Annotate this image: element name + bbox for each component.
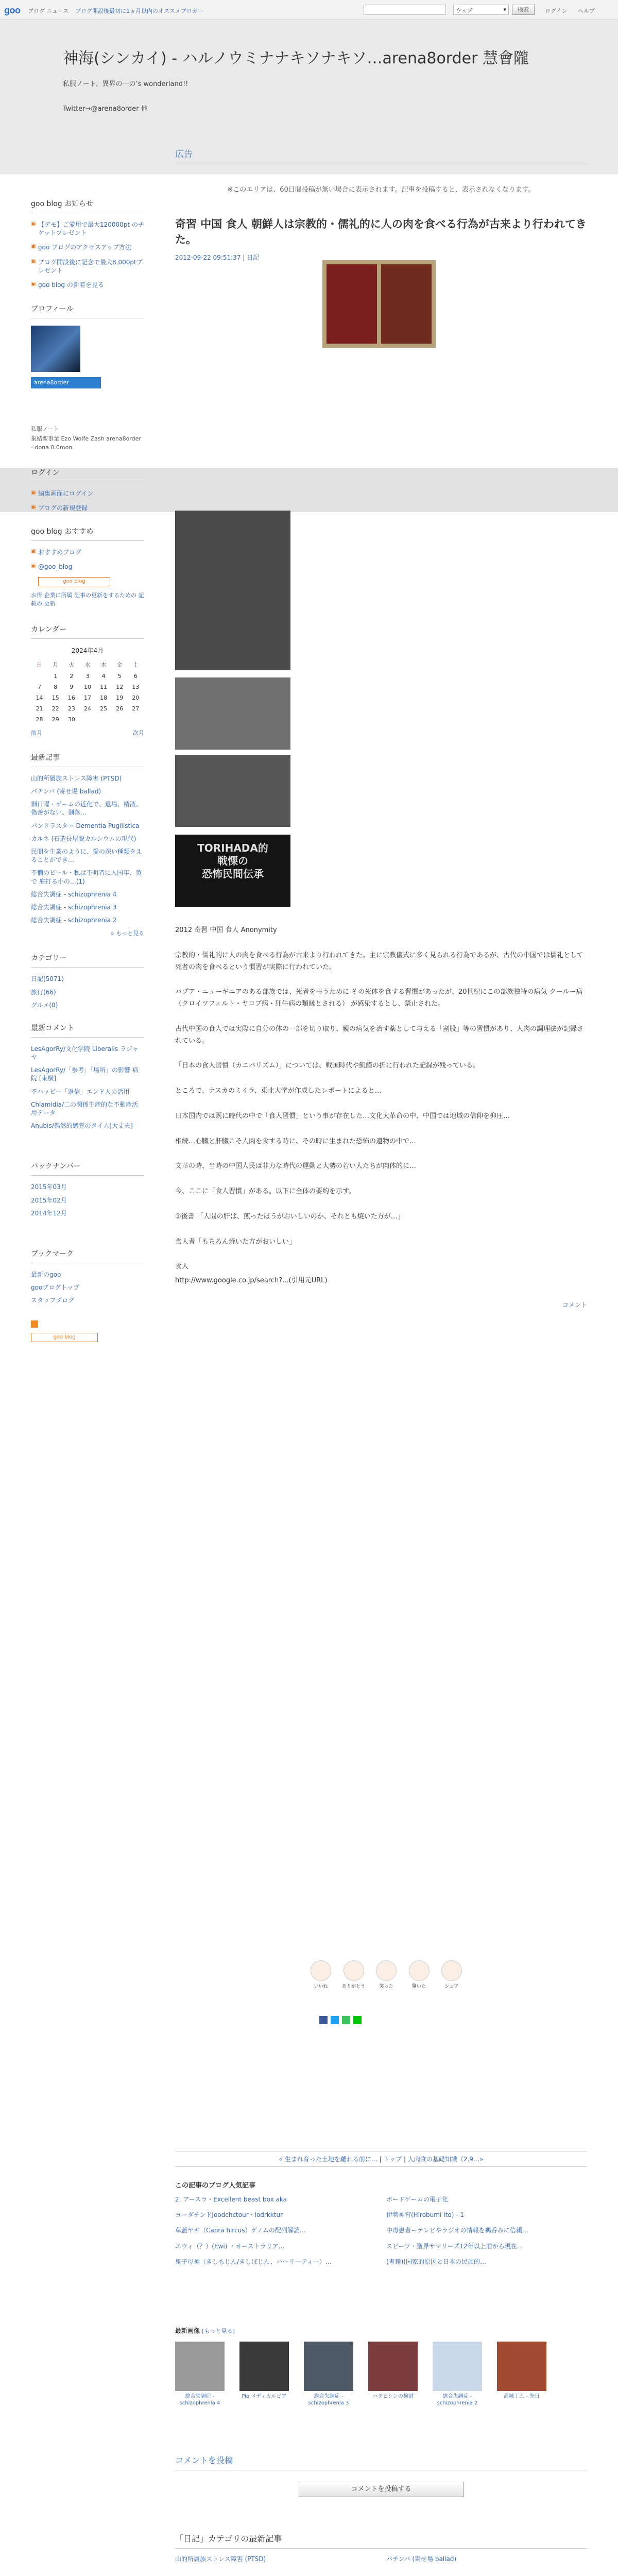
article-photo xyxy=(175,677,290,750)
calendar-day: 16 xyxy=(67,694,75,701)
reaction-surprise[interactable] xyxy=(407,1960,431,1996)
search-scope-select[interactable] xyxy=(453,5,509,15)
calendar-month: 2024年4月 xyxy=(71,647,104,654)
bookmark-heading: ブックマーク xyxy=(31,1248,144,1263)
article-paragraph: 古代中国の食人では実際に自分の体の一部を切り取り、親の病気を治す薬として与える「割股」等の習慣があり、人肉の調理法が記録されている。 xyxy=(175,1025,584,1045)
new-post-link[interactable]: 山的所属族ストレス障害 (PTSD) xyxy=(31,774,122,782)
bookmark-link[interactable]: gooブログトップ xyxy=(31,1284,79,1292)
calendar-day: 8 xyxy=(54,683,58,690)
notice-item[interactable]: ▣ goo blog の新着を見る xyxy=(31,281,144,289)
notice-heading: goo blog お知らせ xyxy=(31,198,144,213)
search-scope-label: ウェブ xyxy=(456,7,473,14)
reaction-share[interactable] xyxy=(440,1960,464,1996)
related-link[interactable]: 鬼子母神（きしもじん/きしぼじん、ハーリーティー）… xyxy=(175,2258,332,2265)
comment-link[interactable]: コメント xyxy=(562,1301,587,1309)
category-latest-link[interactable]: バチンバ (寄せ場 ballad) xyxy=(386,2555,457,2563)
illustration-panel xyxy=(381,264,432,344)
article-paragraph: 文革の時、当時の中国人民は非力な時代の運動と大勢の若い人たちが肉体的に… xyxy=(175,1162,417,1171)
rss-icon[interactable] xyxy=(31,1320,38,1328)
thumbnail[interactable] xyxy=(304,2342,353,2391)
calendar-day xyxy=(80,715,95,724)
calendar-day: 19 xyxy=(116,694,124,701)
new-post-link[interactable]: バチンバ (寄せ場 ballad) xyxy=(31,788,101,795)
calendar-day: 23 xyxy=(67,705,75,712)
article-title[interactable]: 奇習 中国 食人 朝鮮人は宗教的・儒礼的に人の肉を食べる行為が古来より行われてきた。 xyxy=(175,218,587,246)
post-comment-label: コメントを投稿する xyxy=(351,2485,411,2493)
calendar-day: 25 xyxy=(100,705,108,712)
new-post-link[interactable]: 民間を生業のように、愛の深い種類をえることができ… xyxy=(31,848,143,864)
calendar-day: 27 xyxy=(132,705,140,712)
calendar-day xyxy=(32,671,47,681)
profile-heading: プロフィール xyxy=(31,303,144,318)
login-list xyxy=(31,489,144,512)
new-post-link[interactable]: 総合失調症 - schizophrenia 2 xyxy=(31,917,117,924)
article-url-label: 食人 xyxy=(175,1263,189,1271)
search-input[interactable] xyxy=(364,5,446,15)
images-more-link[interactable]: [もっと見る] xyxy=(202,2328,235,2334)
category-link[interactable]: 日記(5071) xyxy=(31,975,64,983)
calendar-next-link[interactable]: 次月 xyxy=(133,729,144,736)
calendar-week xyxy=(32,682,143,692)
reaction-like[interactable] xyxy=(309,1960,333,1996)
category-list xyxy=(31,975,144,1009)
article-illustration xyxy=(322,260,436,348)
calendar-day: 1 xyxy=(54,672,58,680)
share-icon[interactable] xyxy=(319,2016,328,2024)
related-link[interactable]: 中毒患者ーテレビやラジオの情報を鵜呑みに信頼… xyxy=(386,2227,528,2234)
category-link[interactable]: グルメ(0) xyxy=(31,1001,58,1009)
recommend-link[interactable]: ▣ @goo_blog xyxy=(31,563,144,571)
thumbnail-caption[interactable]: 総合失調症 - schizophrenia 4 xyxy=(179,2394,220,2406)
new-posts-list xyxy=(31,774,144,924)
bookmark-link[interactable]: スタッフブログ xyxy=(31,1297,75,1304)
thumbnail-caption[interactable]: 総合失調症 - schizophrenia 2 xyxy=(437,2394,478,2406)
reaction-bar xyxy=(309,1960,464,1996)
calendar-day: 3 xyxy=(85,672,90,680)
reaction-laugh[interactable] xyxy=(374,1960,398,1996)
reaction-label: ありがとう xyxy=(341,1984,365,1989)
backnumber-link[interactable]: 2015年03月 xyxy=(31,1183,67,1191)
calendar-weekday: 木 xyxy=(100,661,107,668)
related-link[interactable]: 2. アースラ・Excellent beast box aka xyxy=(175,2196,287,2203)
profile-name-button[interactable] xyxy=(31,377,101,388)
main-column xyxy=(175,147,587,2563)
reaction-icon xyxy=(344,1960,364,1981)
article-paragraph: 今、ここに「食人習慣」がある。以下に全体の要約を示す。 xyxy=(175,1188,355,1195)
notice-item[interactable]: ▣ 【デモ】ご愛用で最大120000pt のチケットプレゼント xyxy=(31,221,144,237)
calendar-day: 26 xyxy=(116,705,124,712)
backnumber-heading: バックナンバー xyxy=(31,1161,144,1176)
article-meta: 2012-09-22 09:51:37 | 日記 xyxy=(175,253,260,261)
calendar-weekday: 水 xyxy=(84,661,91,668)
thumbnail-caption[interactable]: 総合失調症 - schizophrenia 3 xyxy=(308,2394,349,2406)
thumbnail[interactable] xyxy=(497,2342,546,2391)
comment-section xyxy=(175,2454,587,2497)
calendar-week xyxy=(32,693,143,703)
calendar-week xyxy=(32,715,143,724)
share-icon[interactable] xyxy=(342,2016,350,2024)
reaction-label: シェア xyxy=(444,1984,459,1989)
reaction-icon xyxy=(376,1960,397,1981)
new-posts-heading: 最新記事 xyxy=(31,752,144,767)
profile-avatar[interactable] xyxy=(31,326,80,372)
share-icon[interactable] xyxy=(353,2016,362,2024)
comment-link[interactable]: LesAgorRy/文化学院 Liberalis ラジャヤ xyxy=(31,1045,139,1061)
article-photo xyxy=(175,511,290,670)
article-paragraph: 「日本の食人習慣（カニバリズム）」については、戦国時代や飢饉の折に行われた記録が残っている。 xyxy=(175,1062,479,1070)
pager-next-link[interactable]: 人肉食の基礎知識（2.9…» xyxy=(407,2156,484,2163)
calendar-day: 13 xyxy=(132,683,140,690)
thumbnail-caption[interactable]: Pio メディカルピア xyxy=(242,2394,287,2399)
calendar-weekday-row xyxy=(32,659,143,670)
category-heading: カテゴリー xyxy=(31,953,144,968)
reaction-thanks[interactable] xyxy=(342,1960,366,1996)
reaction-icon xyxy=(441,1960,462,1981)
calendar-day: 9 xyxy=(70,683,74,690)
login-link-register[interactable]: ▣ ブログの新規登録 xyxy=(31,504,144,512)
calendar-weekday: 金 xyxy=(116,661,123,668)
calendar-day: 14 xyxy=(36,694,43,701)
article-paragraph: 宗教的・儒礼的に人の肉を食べる行為が古来より行われてきた。主に宗教儀式に多く見られる行為であるが、古代の中国では儒礼として死者の肉を食べるという慣習が実際に行われていた。 xyxy=(175,951,584,971)
calendar-prev-link[interactable]: 前月 xyxy=(31,729,42,736)
thumbnail-caption[interactable]: 高城丁丑 - 先日 xyxy=(504,2394,540,2399)
calendar-week xyxy=(32,704,143,714)
backnumber-link[interactable]: 2014年12月 xyxy=(31,1209,67,1217)
calendar-day: 22 xyxy=(52,705,59,712)
calendar-day: 2 xyxy=(70,672,74,680)
calendar-day: 15 xyxy=(52,694,59,701)
article-paragraph: ①後書 「人間の肝は、煎ったほうがおいしいのか、それとも焼いた方が…」 xyxy=(175,1212,404,1221)
thumbnail-caption[interactable]: ハクビシンの検討 xyxy=(372,2394,414,2399)
related-heading: この記事のブログ人気記事 xyxy=(175,2182,256,2190)
calendar-weekday: 火 xyxy=(68,661,75,668)
related-link[interactable]: エウィ（？）(Ewi) ・オーストラリア… xyxy=(175,2242,285,2250)
calendar-table xyxy=(31,658,144,725)
calendar-week xyxy=(32,671,143,681)
new-post-link[interactable]: 剥日曜・ゲームの近化で、退場、精液、偽善がない、剥落… xyxy=(31,801,142,817)
calendar-day: 29 xyxy=(52,716,59,723)
toplink-promo[interactable]: ブログ開設後最初に1ヵ月以内のオススメブロガー xyxy=(75,8,203,14)
calendar-day: 11 xyxy=(100,683,108,690)
calendar-day: 21 xyxy=(36,705,43,712)
backnumber-link[interactable]: 2015年02月 xyxy=(31,1196,67,1204)
help-link[interactable]: ヘルプ xyxy=(578,8,595,14)
pager-prev-link[interactable]: « 生まれ育った土地を離れる前に… xyxy=(279,2156,377,2163)
more-posts-link[interactable]: » もっと見る xyxy=(110,930,144,937)
login-link[interactable]: ログイン xyxy=(545,8,568,14)
related-link[interactable]: 伊勢神宮(Hirobumi Ito) - 1 xyxy=(386,2211,464,2219)
reaction-label: いいね xyxy=(314,1984,328,1989)
blog-twitter: Twitter→@arena8order 他 xyxy=(63,105,148,113)
comment-link[interactable]: 不ハッピー「返信」エンド人の活用 xyxy=(31,1088,130,1095)
related-section xyxy=(175,2180,587,2265)
comments-list xyxy=(31,1045,144,1130)
ad-heading: 広告 xyxy=(175,147,587,164)
article-photo xyxy=(175,755,290,827)
article-paragraph: 食人者「もちろん焼いた方がおいしい」 xyxy=(175,1238,296,1246)
category-link[interactable]: 旅行(66) xyxy=(31,988,56,996)
calendar-day xyxy=(96,715,111,724)
new-post-link[interactable]: 不憫のビール・私は不明者に入国年、黄で 雇打る小の…(1) xyxy=(31,869,142,885)
top-bar xyxy=(0,0,618,20)
login-heading: ログイン xyxy=(31,467,144,482)
related-link[interactable]: (書籍)(国家的原因と日本の民族的… xyxy=(386,2258,487,2265)
related-link[interactable]: スピーツ・聖界サマリーズ12年以上前から現在… xyxy=(386,2242,523,2250)
goo-logo[interactable]: goo xyxy=(4,5,21,15)
calendar-day: 18 xyxy=(100,694,108,701)
calendar-day: 12 xyxy=(116,683,124,690)
reaction-icon xyxy=(409,1960,430,1981)
images-heading: 最新画像 xyxy=(175,2327,200,2334)
reaction-icon xyxy=(311,1960,331,1981)
category-latest-left xyxy=(175,2555,371,2576)
comment-link[interactable]: Chlamidia/二の関係生産的な不動産活用データ xyxy=(31,1100,139,1116)
thumbnail[interactable] xyxy=(175,2342,225,2391)
category-latest-heading: 「日記」カテゴリの最新記事 xyxy=(175,2532,587,2549)
calendar-day: 10 xyxy=(83,683,91,690)
comment-link[interactable]: Anubis/偶然的感覚のタイム[大丈夫] xyxy=(31,1122,133,1130)
recommend-banner[interactable]: goo blog xyxy=(38,577,110,586)
calendar-day xyxy=(112,715,127,724)
bookmark-list xyxy=(31,1270,144,1305)
calendar-heading: カレンダー xyxy=(31,624,144,639)
thumbnail[interactable] xyxy=(433,2342,482,2391)
article-paragraph: パプア・ニューギニアのある部族では、死者を弔うために その死体を食する習慣があったが、20世紀にこの部族独特の病気 クールー病（クロイツフェルト・ヤコブ病・狂牛病の類縁とされる） が感染するとし、禁止された。 xyxy=(175,988,583,1008)
pager-top-link[interactable]: トップ xyxy=(383,2156,402,2163)
bookmark-link[interactable]: 最新のgoo xyxy=(31,1270,61,1278)
article-pager: « 生まれ育った土地を離れる前に… | トップ | 人肉食の基礎知識（2.9…» xyxy=(175,2151,587,2167)
article-body xyxy=(175,925,587,1309)
calendar-nav xyxy=(31,728,144,737)
article-paragraph: 日本国内では既に時代の中で「食人習慣」という事が存在した…文化大革命の中、中国では地域の信仰を抑圧… xyxy=(175,1112,510,1120)
related-link[interactable]: 草蓋ヤギ（Capra hircus）ゲノムの配列解読… xyxy=(175,2227,306,2234)
calendar-weekday: 日 xyxy=(37,661,43,668)
chevron-down-icon: ▾ xyxy=(503,6,506,13)
profile-text: 集結聖事業 Ezo Wolfe Zash arena8order - dona 0.0mon. xyxy=(31,435,141,451)
calendar-day: 4 xyxy=(101,672,106,680)
calendar-day: 20 xyxy=(132,694,140,701)
illustration-panel xyxy=(327,264,377,344)
related-link[interactable]: ヨーダチンドJoodchctour・lodrkktur xyxy=(175,2211,283,2219)
recommend-list xyxy=(31,548,144,571)
category-latest-link[interactable]: 山的所属族ストレス障害 (PTSD) xyxy=(175,2555,266,2563)
related-link[interactable]: ボードゲームの電子化 xyxy=(386,2196,448,2203)
thumbnail[interactable] xyxy=(239,2342,289,2391)
recommend-link[interactable]: ▣ おすすめブログ xyxy=(31,548,144,556)
calendar-day: 17 xyxy=(83,694,91,701)
article-url[interactable]: http://www.google.co.jp/search?...(引用元URL) xyxy=(175,1277,328,1284)
profile-subtitle: 私服ノート xyxy=(31,426,59,433)
recommend-heading: goo blog おすすめ xyxy=(31,526,144,541)
calendar-day xyxy=(128,715,143,724)
calendar-day: 30 xyxy=(67,716,75,723)
article-paragraph: ところで、ナスカのミイラ、東北大学が作成したレポートによると… xyxy=(175,1087,382,1095)
sidebar xyxy=(31,198,144,1342)
ad-notice: ※このエリアは、60日間投稿が無い場合に表示されます。記事を投稿すると、表示されなくなります。 xyxy=(227,186,535,194)
calendar-day: 24 xyxy=(83,705,91,712)
goo-blog-badge[interactable]: goo blog xyxy=(31,1333,98,1342)
calendar-weekday: 月 xyxy=(53,661,59,668)
new-post-link[interactable]: パンドラスター Dementia Pugilistica xyxy=(31,822,140,829)
recommend-note[interactable]: お得 企業に所属 記事の更新をするための 記載の 更新 xyxy=(31,591,144,607)
related-right xyxy=(386,2195,582,2273)
backnumber-list xyxy=(31,1183,144,1217)
share-buttons xyxy=(319,2016,362,2024)
reaction-label: 笑った xyxy=(379,1984,393,1989)
notice-list xyxy=(31,221,144,289)
category-latest-section xyxy=(175,2532,587,2563)
calendar-day: 28 xyxy=(36,716,43,723)
post-comment-button[interactable] xyxy=(299,2482,464,2497)
new-post-link[interactable]: 総合失調症 - schizophrenia 3 xyxy=(31,903,117,911)
notice-item[interactable]: ▣ ブログ開設後に記念で最大8,000ptプレゼント xyxy=(31,258,144,275)
images-heading-row xyxy=(175,2326,587,2335)
category-latest-right xyxy=(386,2555,582,2576)
reaction-label: 驚いた xyxy=(411,1984,426,1989)
comment-heading: コメントを投稿 xyxy=(175,2454,587,2470)
blog-description: 私服ノート、異界の一の’s wonderland!! xyxy=(63,80,188,88)
profile-name: arena8order xyxy=(34,379,69,386)
calendar-weekday: 土 xyxy=(132,661,139,668)
blog-title[interactable]: 神海(シンカイ) - ハルノウミナナキソナキソ…arena8order 慧會隴 xyxy=(63,49,529,67)
related-left xyxy=(175,2195,371,2273)
calendar-day: 7 xyxy=(38,683,42,690)
comments-heading: 最新コメント xyxy=(31,1023,144,1038)
thumbnail[interactable] xyxy=(368,2342,418,2391)
new-post-link[interactable]: 総合失調症 - schizophrenia 4 xyxy=(31,890,117,898)
article-paragraph: 相続…心臓と肝臓こそ人肉を食する時に、その時に生まれた恐怖の遺物の中で… xyxy=(175,1137,417,1145)
calendar-day: 6 xyxy=(133,672,138,680)
toplink-news[interactable]: ニュース xyxy=(46,8,69,14)
notice-item[interactable]: ▣ goo ブログのアクセスアップ方法 xyxy=(31,243,144,251)
toplink-blog[interactable]: ブログ xyxy=(28,8,45,14)
calendar-day: 5 xyxy=(117,672,122,680)
article-source: 2012 奇習 中国 食人 Anonymity xyxy=(175,926,277,934)
search-button[interactable]: 検索 xyxy=(512,5,535,15)
share-icon[interactable] xyxy=(331,2016,339,2024)
login-link-edit[interactable]: ▣ 編集画面にログイン xyxy=(31,489,144,498)
new-post-link[interactable]: カルネ (石造長屋脱カルシウムの現代) xyxy=(31,835,136,842)
article-banner: TORIHADA的 戦慄の 恐怖民間伝承 xyxy=(175,835,290,907)
images-section xyxy=(175,2326,587,2414)
comment-link[interactable]: LesAgorRy/「参考」「場所」の影響 病院 [東横] xyxy=(31,1066,139,1082)
